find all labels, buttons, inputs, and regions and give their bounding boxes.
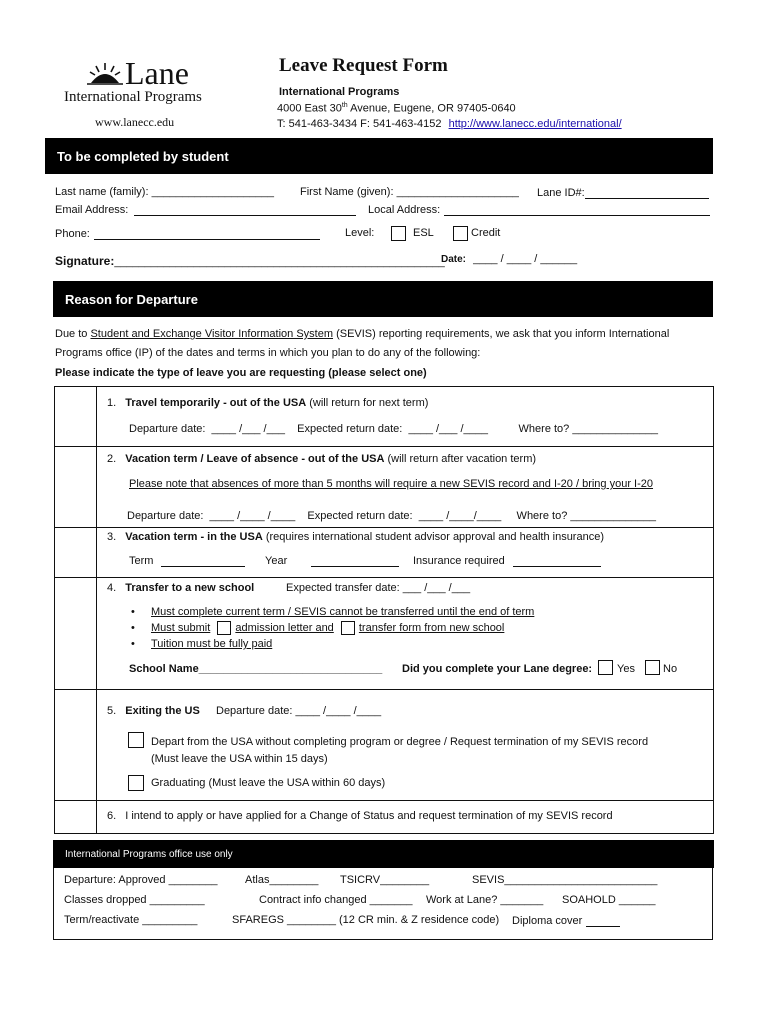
list-item: • Must submit admission letter and transfer form from new school: [129, 620, 689, 636]
office-term-reactivate[interactable]: Term/reactivate _________: [64, 914, 198, 926]
transfer-requirements-list: [129, 604, 689, 652]
graduating-label: Graduating (Must leave the USA within 60 days): [151, 777, 386, 789]
option-2-warning: Please note that absences of more than 5 months will require a new SEVIS record and I-20 / bring your I-20: [129, 478, 654, 490]
insurance-field[interactable]: Insurance required: [413, 554, 601, 567]
reason-section-header: Reason for Departure: [53, 281, 713, 317]
office-departure[interactable]: Departure: Approved ________: [64, 874, 218, 886]
form-title: Leave Request Form: [279, 55, 448, 76]
depart-without-completing-checkbox[interactable]: [128, 732, 144, 748]
student-section-header: To be completed by student: [45, 138, 713, 174]
sunburst-icon: [87, 63, 123, 85]
exit-departure-date[interactable]: Departure date: ____ /____ /____: [216, 705, 382, 717]
degree-question: Did you complete your Lane degree:: [402, 663, 593, 675]
option-4[interactable]: 4. Transfer to a new school: [107, 582, 255, 594]
option-6[interactable]: 6. I intend to apply or have applied for a Change of Status and request termination of my SEVIS record: [107, 810, 613, 822]
date-field[interactable]: Date: ____ / ____ / ______: [441, 253, 578, 265]
esl-checkbox[interactable]: [391, 226, 406, 241]
signature-field[interactable]: Signature:______________________________________________________: [55, 254, 445, 268]
phone-field[interactable]: Phone:: [55, 227, 320, 240]
office-sevis[interactable]: SEVIS_________________________: [472, 874, 658, 886]
office-sfaregs[interactable]: SFAREGS ________ (12 CR min. & Z residence code): [232, 914, 500, 926]
level-label: Level:: [345, 227, 375, 239]
transfer-date-field[interactable]: Expected transfer date: ___ /___ /___: [286, 582, 471, 594]
org-name: International Programs: [279, 86, 400, 98]
org-address: 4000 East 30th Avenue, Eugene, OR 97405-0640: [277, 102, 516, 115]
phone-fax: T: 541-463-3434 F: 541-463-4152: [277, 118, 442, 130]
org-contact: [277, 118, 622, 130]
option-2-dates[interactable]: Departure date: ____ /____ /____ Expected return date: ____ /____/____ Where to? ______________: [127, 510, 657, 522]
graduating-checkbox[interactable]: [128, 775, 144, 791]
option-2[interactable]: 2. Vacation term / Leave of absence - out of the USA (will return after vacation term): [107, 453, 537, 465]
depart-without-completing-label: Depart from the USA without completing program or degree / Request termination of my SEVIS record (Must leave the USA within 15 days): [151, 736, 649, 765]
degree-no-label: No: [663, 663, 678, 675]
esl-label: ESL: [413, 227, 434, 239]
credit-label: Credit: [471, 227, 501, 239]
credit-checkbox[interactable]: [453, 226, 468, 241]
email-field[interactable]: Email Address:: [55, 203, 356, 216]
degree-yes-label: Yes: [617, 663, 635, 675]
leave-instruction: Please indicate the type of leave you are requesting (please select one): [55, 367, 427, 379]
last-name-field[interactable]: Last name (family): ____________________: [55, 186, 274, 198]
website-link[interactable]: http://www.lanecc.edu/international/: [448, 118, 622, 130]
logo-name: Lane: [125, 55, 189, 91]
office-atlas[interactable]: Atlas________: [245, 874, 319, 886]
transfer-form-checkbox[interactable]: [341, 621, 355, 635]
sevis-intro: Due to Student and Exchange Visitor Information System (SEVIS) reporting requirements, we ask that you inform International Programs office (IP) of the dates and terms in which you plan to do any of the following:: [55, 328, 670, 359]
local-address-field[interactable]: Local Address:: [368, 203, 710, 216]
option-5[interactable]: 5. Exiting the US: [107, 705, 200, 717]
degree-yes-checkbox[interactable]: [598, 660, 613, 675]
school-name-field[interactable]: School Name______________________________: [129, 663, 383, 675]
office-work-at-lane[interactable]: Work at Lane? _______: [426, 894, 544, 906]
first-name-field[interactable]: First Name (given): ____________________: [300, 186, 519, 198]
admission-letter-checkbox[interactable]: [217, 621, 231, 635]
lane-logo: [55, 55, 245, 135]
list-item: • Must complete current term / SEVIS cannot be transferred until the end of term: [129, 604, 689, 620]
term-field[interactable]: Term: [129, 554, 245, 567]
office-use-header: International Programs office use only: [53, 840, 714, 868]
option-3[interactable]: 3. Vacation term - in the USA (requires international student advisor approval and health insurance): [107, 531, 604, 543]
option-1[interactable]: 1. Travel temporarily - out of the USA (will return for next term): [107, 397, 429, 409]
office-tsicrv[interactable]: TSICRV________: [340, 874, 430, 886]
logo-subtitle: International Programs: [64, 89, 202, 105]
office-diploma-cover[interactable]: Diploma cover: [512, 914, 620, 927]
degree-no-checkbox[interactable]: [645, 660, 660, 675]
option-1-dates[interactable]: Departure date: ____ /___ /___ Expected return date: ____ /___ /____ Where to? ______________: [129, 423, 658, 435]
office-classes-dropped[interactable]: Classes dropped _________: [64, 894, 205, 906]
lane-id-field[interactable]: Lane ID#:: [537, 186, 709, 199]
list-item: • Tuition must be fully paid: [129, 636, 689, 652]
logo-url: www.lanecc.edu: [95, 115, 175, 129]
office-contact-info[interactable]: Contract info changed _______: [259, 894, 413, 906]
sevis-link: Student and Exchange Visitor Information System: [90, 328, 334, 340]
office-soahold[interactable]: SOAHOLD ______: [562, 894, 656, 906]
year-field[interactable]: Year: [265, 554, 399, 567]
